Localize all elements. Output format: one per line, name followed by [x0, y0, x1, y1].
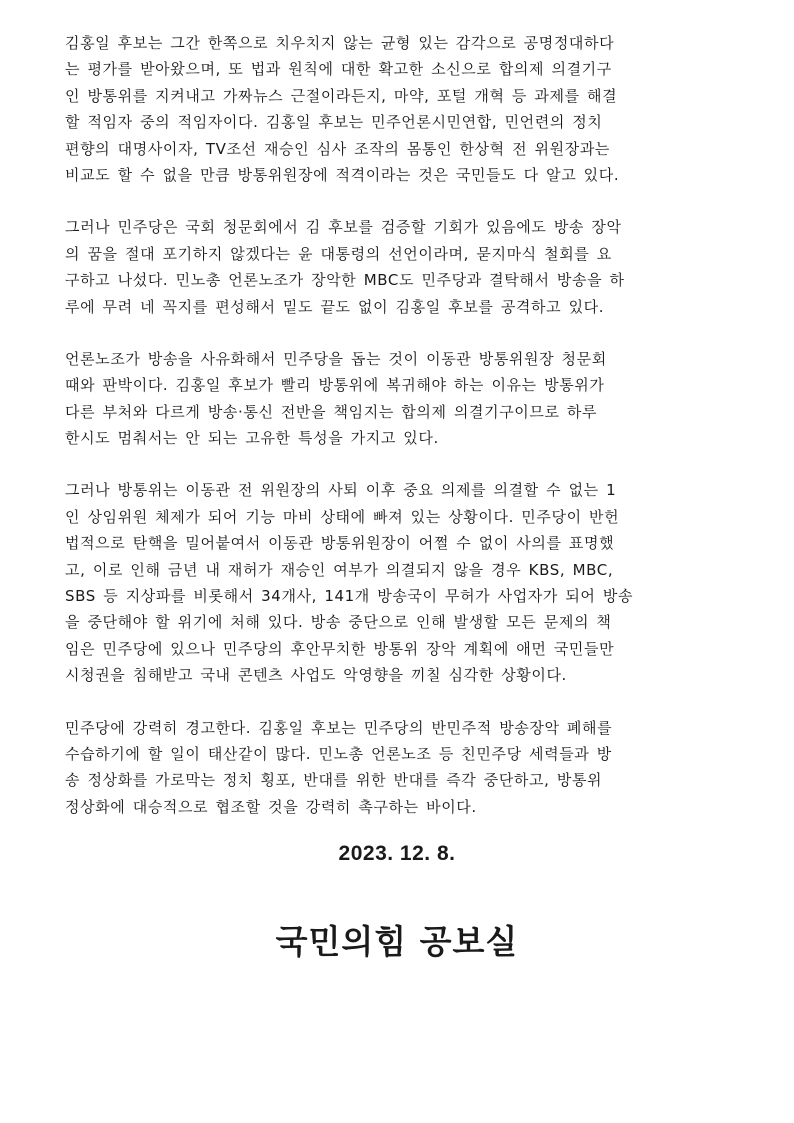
- text-line: 언론노조가 방송을 사유화해서 민주당을 돕는 것이 이동관 방통위원장 청문회: [65, 349, 607, 368]
- text-line: 루에 무려 네 꼭지를 편성해서 밑도 끝도 없이 김홍일 후보를 공격하고 있다.: [65, 297, 605, 316]
- text-line: 그러나 방통위는 이동관 전 위원장의 사퇴 이후 중요 의제를 의결할 수 없는 1: [65, 481, 617, 500]
- text-line: 그러나 민주당은 국회 청문회에서 김 후보를 검증할 기회가 있음에도 방송 장악: [65, 218, 622, 237]
- text-line: 구하고 나섰다. 민노총 언론노조가 장악한 MBC도 민주당과 결탁해서 방송을 하: [65, 271, 625, 290]
- text-line: 다른 부처와 다르게 방송·통신 전반을 책임지는 합의제 의결기구이므로 하루: [65, 402, 598, 421]
- text-line: 민주당에 강력히 경고한다. 김홍일 후보는 민주당의 반민주적 방송장악 폐해를: [65, 718, 613, 737]
- press-release-body: [65, 30, 735, 846]
- text-line: 때와 판박이다. 김홍일 후보가 빨리 방통위에 복귀해야 하는 이유는 방통위가: [65, 376, 605, 395]
- paragraph: [65, 477, 735, 688]
- text-line: 할 적임자 중의 적임자이다. 김홍일 후보는 민주언론시민연합, 민언련의 정치: [65, 113, 603, 132]
- text-line: 의 꿈을 절대 포기하지 않겠다는 윤 대통령의 선언이라며, 묻지마식 철회를 요: [65, 244, 612, 263]
- text-line: 정상화에 대승적으로 협조할 것을 강력히 촉구하는 바이다.: [65, 797, 477, 816]
- text-line: 는 평가를 받아왔으며, 또 법과 원칙에 대한 확고한 소신으로 합의제 의결기구: [65, 60, 612, 79]
- paragraph: [65, 214, 735, 320]
- text-line: 비교도 할 수 없을 만큼 방통위원장에 적격이라는 것은 국민들도 다 알고 있다.: [65, 165, 620, 184]
- text-line: 송 정상화를 가로막는 정치 횡포, 반대를 위한 반대를 즉각 중단하고, 방통위: [65, 771, 603, 790]
- release-date: 2023. 12. 8.: [338, 842, 456, 865]
- text-line: 고, 이로 인해 금년 내 재허가 재승인 여부가 의결되지 않을 경우 KBS, MBC,: [65, 560, 614, 579]
- text-line: 편향의 대명사이자, TV조선 재승인 심사 조작의 몸통인 한상혁 전 위원장과는: [65, 139, 611, 158]
- text-line: 한시도 멈춰서는 안 되는 고유한 특성을 가지고 있다.: [65, 429, 439, 448]
- issuer-name: 국민의힘 공보실: [275, 922, 519, 961]
- paragraph: [65, 30, 735, 188]
- text-line: 임은 민주당에 있으나 민주당의 후안무치한 방통위 장악 계획에 애먼 국민들만: [65, 639, 615, 658]
- text-line: 인 방통위를 지켜내고 가짜뉴스 근절이라든지, 마약, 포털 개혁 등 과제를 해결: [65, 86, 618, 105]
- text-line: SBS 등 지상파를 비롯해서 34개사, 141개 방송국이 무허가 사업자가 되어 방송: [65, 587, 634, 606]
- text-line: 법적으로 탄핵을 밀어붙여서 이동관 방통위원장이 어쩔 수 없이 사의를 표명했: [65, 534, 615, 553]
- text-line: 인 상임위원 체제가 되어 기능 마비 상태에 빠져 있는 상황이다. 민주당이 반헌: [65, 507, 620, 526]
- text-line: 을 중단해야 할 위기에 처해 있다. 방송 중단으로 인해 발생할 모든 문제의 책: [65, 613, 612, 632]
- text-line: 김홍일 후보는 그간 한쪽으로 치우치지 않는 균형 있는 감각으로 공명정대하다: [65, 34, 615, 52]
- text-line: 수습하기에 할 일이 태산같이 많다. 민노총 언론노조 등 친민주당 세력들과 방: [65, 744, 612, 763]
- paragraph: [65, 715, 735, 821]
- text-line: 시청권을 침해받고 국내 콘텐츠 사업도 악영향을 끼칠 심각한 상황이다.: [65, 666, 567, 685]
- paragraph: [65, 346, 735, 452]
